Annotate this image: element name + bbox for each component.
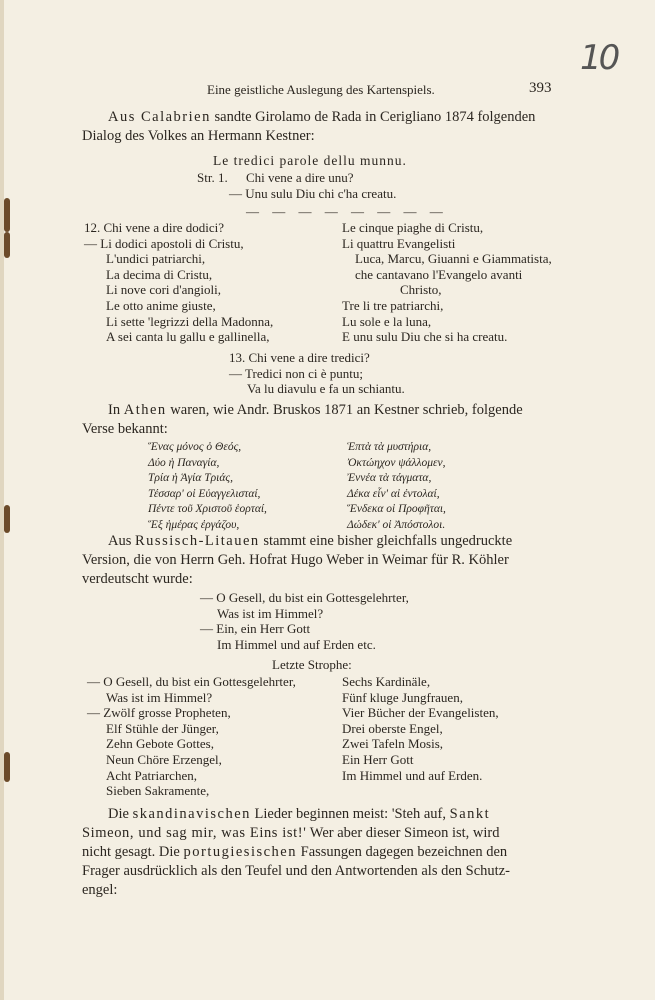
verse-line: Acht Patriarchen, [106,767,197,783]
lithuania-right-column [342,674,499,783]
verse-line: — Li dodici apostoli di Cristu, [84,235,244,251]
verse-line: Le cinque piaghe di Cristu, [342,220,484,235]
closing-line-2: Simeon, und sag mir, was Eins ist!' Wer aber dieser Simeon ist, wird [82,825,500,841]
greek-verse-line: Δέκα εἶν' αἱ ἐντολαί, [347,487,440,500]
greek-verse-line: Δύο ἡ Παναγία, [148,456,220,469]
verse-line: Sieben Sakramente, [106,783,210,799]
page-number: 393 [529,80,552,96]
italian-right-column [342,220,552,345]
verse-line: Zwei Tafeln Mosis, [342,736,444,752]
greek-verse-line: Ἕνδεκα οἱ Προφῆται, [347,503,446,515]
running-header: Eine geistliche Auslegung des Kartenspiels. [207,82,435,97]
lithuania-line-3: verdeutscht wurde: [82,571,193,587]
verse-line: Fünf kluge Jungfrauen, [342,689,463,705]
verse-line: 12. Chi vene a dire dodici? [84,220,225,235]
verse-line: Le otto anime giuste, [106,297,216,313]
verse-line: Va lu diavulu e fa un schiantu. [247,381,405,397]
closing-line-3: nicht gesagt. Die portugiesischen Fassungen dagegen bezeichnen den [82,844,508,860]
stanza-label: Str. 1. [197,170,228,185]
verse-line: Vier Bücher der Evangelisten, [342,705,499,721]
lithuania-line-2: Version, die von Herrn Geh. Hofrat Hugo Weber in Weimar für R. Köhler [82,552,509,568]
verse-line: E unu sulu Diu che si ha creatu. [342,329,508,345]
verse-line: Drei oberste Engel, [342,720,443,736]
verse-line: A sei canta lu gallu e gallinella, [106,329,270,345]
greek-verse-line: Ἑπτὰ τὰ μυστήρια, [347,441,432,453]
verse-line: Lu sole e la luna, [342,313,432,329]
binding-thread-mark [4,198,10,232]
greek-verse-line: Ἕξ ἡμέρας ἐργάζου, [148,518,240,531]
verse-line: L'undici patriarchi, [106,251,206,267]
greek-verse-line: Τρία ἡ Ἁγία Τριάς, [148,472,233,484]
answer-1: — Unu sulu Diu chi c'ha creatu. [229,186,397,201]
greek-verse-line: Πέντε τοῦ Χριστοῦ ἑορταί, [148,503,267,515]
binding-thread-mark [4,505,10,533]
verse-line: Luca, Marcu, Giuanni e Giammatista, [355,251,552,267]
verse-line: Neun Chöre Erzengel, [106,751,222,767]
greek-verse-line: Ὀκτώηχον ψάλλομεν, [347,456,446,469]
binding-thread-mark [4,752,10,782]
page-spine [0,0,4,1000]
verse-line: Li nove cori d'angioli, [106,282,221,298]
lithuania-dialog [200,590,409,652]
italian-left-column [84,220,273,345]
verse-line: — Tredici non ci è puntu; [229,365,363,381]
lithuania-line-1: Aus Russisch-Litauen stammt eine bisher gleichfalls ungedruckte [108,533,513,549]
verse-line: Zehn Gebote Gottes, [106,736,214,752]
greek-verse-line: Δώδεκ' οἱ Ἀπόστολοι. [347,518,446,531]
athens-line-2: Verse bekannt: [82,421,168,437]
last-stanza-title: Letzte Strophe: [272,657,352,672]
verse-line: Li quattru Evangelisti [342,235,456,251]
verse-line: Im Himmel und auf Erden etc. [217,636,376,652]
closing-line-4: Frager ausdrücklich als den Teufel und den Antwortenden als den Schutz- [82,863,510,879]
verse-line: — O Gesell, du bist ein Gottesgelehrter, [87,674,296,689]
greek-verse-line: Ἐννέα τὰ τάγματα, [347,472,432,484]
intro-line-1: Aus Calabrien sandte Girolamo de Rada in Cerigliano 1874 folgenden [108,109,536,125]
verse-line: che cantavano l'Evangelo avanti [355,266,523,282]
verse-line: — Ein, ein Herr Gott [200,621,311,637]
verse-line: Was ist im Himmel? [106,689,213,705]
verse-line: — Zwölf grosse Propheten, [87,705,231,721]
verse-line: Sechs Kardinäle, [342,674,431,689]
verse-line: Christo, [400,282,442,298]
italian-title: Le tredici parole dellu munnu. [213,153,407,168]
athens-line-1: In Athen waren, wie Andr. Bruskos 1871 an Kestner schrieb, folgende [108,402,523,418]
verse-line: Was ist im Himmel? [217,605,324,621]
closing-line-1: Die skandinavischen Lieder beginnen meist: 'Steh auf, Sankt [108,806,491,822]
question-1: Chi vene a dire unu? [246,170,354,185]
verse-line: — O Gesell, du bist ein Gottesgelehrter, [200,590,409,605]
greek-right-column [347,440,446,533]
omission-dashes: — — — — — — — — [246,204,448,219]
handwritten-page-mark: 10 [580,38,618,78]
verse-line: 13. Chi vene a dire tredici? [229,350,370,365]
verse-line: Im Himmel und auf Erden. [342,767,483,783]
binding-thread-mark [4,232,10,258]
closing-line-5: engel: [82,882,118,898]
lithuania-left-column [87,674,296,799]
intro-line-2: Dialog des Volkes an Hermann Kestner: [82,128,315,144]
verse-line: Elf Stühle der Jünger, [106,720,219,736]
greek-left-column [148,440,267,533]
verse-line: Ein Herr Gott [342,751,414,767]
verse-line: Tre li tre patriarchi, [342,297,444,313]
stanza-13 [229,350,405,397]
verse-line: La decima di Cristu, [106,266,213,282]
verse-line: Li sette 'legrizzi della Madonna, [106,313,274,329]
greek-verse-line: Τέσσαρ' οἱ Εὐαγγελισταί, [148,487,261,500]
greek-verse-line: Ἕνας μόνος ὁ Θεός, [148,441,242,453]
